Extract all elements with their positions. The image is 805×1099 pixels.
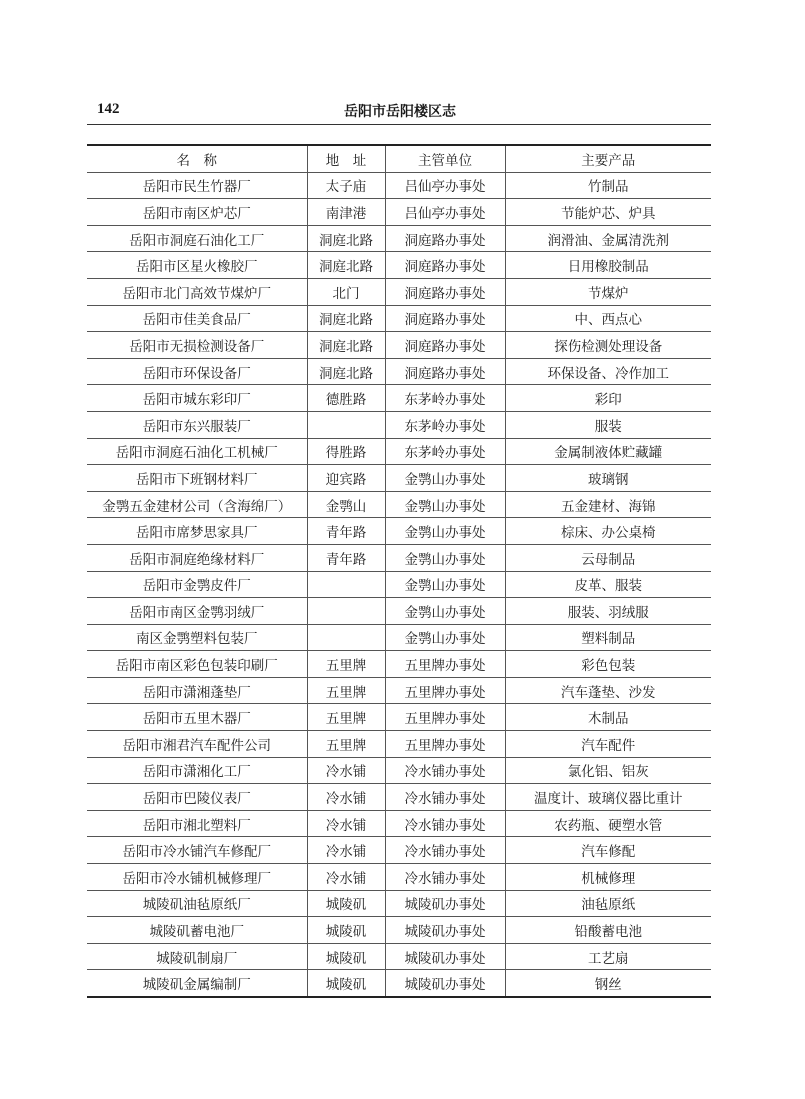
cell-name: 岳阳市冷水铺汽车修配厂 [87,837,307,864]
table-row [87,278,711,305]
table-row [87,624,711,651]
cell-authority: 金鹗山办事处 [385,598,505,625]
cell-name: 城陵矶蓄电池厂 [87,917,307,944]
cell-address: 冷水铺 [307,810,385,837]
page-number: 142 [97,101,120,117]
cell-address: 洞庭北路 [307,332,385,359]
cell-authority: 城陵矶办事处 [385,917,505,944]
cell-authority: 五里牌办事处 [385,704,505,731]
cell-address [307,624,385,651]
cell-name: 城陵矶金属编制厂 [87,970,307,997]
cell-name: 岳阳市下班钢材料厂 [87,465,307,492]
table-row [87,598,711,625]
cell-address: 五里牌 [307,731,385,758]
cell-address: 洞庭北路 [307,358,385,385]
cell-products: 机械修理 [505,864,711,891]
cell-products: 服装 [505,411,711,438]
cell-name: 岳阳市金鹗皮件厂 [87,571,307,598]
table-row [87,252,711,279]
table-row [87,225,711,252]
cell-name: 岳阳市城东彩印厂 [87,385,307,412]
table-row [87,199,711,226]
table-row [87,491,711,518]
cell-authority: 洞庭路办事处 [385,332,505,359]
cell-products: 钢丝 [505,970,711,997]
cell-authority: 城陵矶办事处 [385,970,505,997]
cell-name: 岳阳市佳美食品厂 [87,305,307,332]
cell-address: 金鹗山 [307,491,385,518]
cell-products: 金属制液体贮藏罐 [505,438,711,465]
table-row [87,332,711,359]
cell-name: 岳阳市席梦思家具厂 [87,518,307,545]
enterprise-table [87,144,711,998]
table-row [87,784,711,811]
table-row [87,571,711,598]
cell-products: 塑料制品 [505,624,711,651]
cell-products: 五金建材、海锦 [505,491,711,518]
cell-name: 岳阳市湘北塑料厂 [87,810,307,837]
cell-authority: 城陵矶办事处 [385,943,505,970]
cell-address: 城陵矶 [307,890,385,917]
cell-authority: 冷水铺办事处 [385,864,505,891]
cell-products: 皮革、服装 [505,571,711,598]
cell-products: 云母制品 [505,544,711,571]
table-row [87,385,711,412]
cell-name: 岳阳市潇湘化工厂 [87,757,307,784]
cell-authority: 金鹗山办事处 [385,571,505,598]
column-header-products: 主要产品 [505,145,711,172]
cell-address: 冷水铺 [307,864,385,891]
cell-products: 汽车蓬垫、沙发 [505,677,711,704]
cell-products: 铅酸蓄电池 [505,917,711,944]
cell-products: 彩印 [505,385,711,412]
cell-name: 岳阳市区星火橡胶厂 [87,252,307,279]
cell-authority: 洞庭路办事处 [385,305,505,332]
table-row [87,810,711,837]
table-row [87,651,711,678]
cell-address: 冷水铺 [307,757,385,784]
cell-authority: 金鹗山办事处 [385,491,505,518]
cell-products: 玻璃钢 [505,465,711,492]
table-row [87,864,711,891]
cell-products: 探伤检测处理设备 [505,332,711,359]
column-header-name: 名 称 [176,152,217,169]
cell-address: 城陵矶 [307,917,385,944]
table-row [87,970,711,997]
table-row [87,438,711,465]
cell-name: 岳阳市五里木器厂 [87,704,307,731]
cell-authority: 洞庭路办事处 [385,225,505,252]
cell-authority: 城陵矶办事处 [385,890,505,917]
table-row [87,305,711,332]
cell-address: 洞庭北路 [307,225,385,252]
cell-name: 岳阳市洞庭石油化工机械厂 [87,438,307,465]
cell-products: 棕床、办公桌椅 [505,518,711,545]
cell-authority: 金鹗山办事处 [385,544,505,571]
cell-name: 岳阳市潇湘蓬垫厂 [87,677,307,704]
cell-authority: 吕仙亭办事处 [385,172,505,199]
cell-authority: 洞庭路办事处 [385,278,505,305]
cell-products: 氯化铝、铝灰 [505,757,711,784]
cell-address [307,411,385,438]
cell-authority: 冷水铺办事处 [385,757,505,784]
table-row [87,757,711,784]
cell-authority: 五里牌办事处 [385,651,505,678]
cell-name: 岳阳市环保设备厂 [87,358,307,385]
cell-authority: 金鹗山办事处 [385,465,505,492]
cell-products: 环保设备、冷作加工 [505,358,711,385]
cell-name: 岳阳市南区彩色包装印刷厂 [87,651,307,678]
table-row [87,465,711,492]
cell-name: 岳阳市洞庭绝缘材料厂 [87,544,307,571]
running-title: 岳阳市岳阳楼区志 [344,104,456,120]
cell-name: 城陵矶油毡原纸厂 [87,890,307,917]
cell-products: 润滑油、金属清洗剂 [505,225,711,252]
cell-name: 南区金鹗塑料包装厂 [87,624,307,651]
cell-products: 温度计、玻璃仪器比重计 [505,784,711,811]
table-row [87,704,711,731]
cell-address: 北门 [307,278,385,305]
cell-name: 岳阳市东兴服装厂 [87,411,307,438]
cell-address [307,598,385,625]
cell-address: 南津港 [307,199,385,226]
cell-authority: 东茅岭办事处 [385,385,505,412]
cell-name: 岳阳市南区金鹗羽绒厂 [87,598,307,625]
cell-authority: 金鹗山办事处 [385,518,505,545]
column-header-address: 地 址 [307,145,385,172]
header-row [87,145,711,172]
cell-name: 岳阳市湘君汽车配件公司 [87,731,307,758]
table-row [87,943,711,970]
cell-name: 金鹗五金建材公司（含海绵厂） [87,491,307,518]
cell-address: 五里牌 [307,651,385,678]
table-row [87,837,711,864]
cell-authority: 五里牌办事处 [385,677,505,704]
table-body [87,172,711,997]
cell-name: 岳阳市南区炉芯厂 [87,199,307,226]
column-header-authority: 主管单位 [385,145,505,172]
cell-address: 五里牌 [307,677,385,704]
cell-products: 节能炉芯、炉具 [505,199,711,226]
cell-authority: 洞庭路办事处 [385,358,505,385]
cell-name: 岳阳市民生竹器厂 [87,172,307,199]
cell-address: 洞庭北路 [307,305,385,332]
cell-authority: 五里牌办事处 [385,731,505,758]
table-row [87,890,711,917]
table-row [87,172,711,199]
cell-address: 城陵矶 [307,943,385,970]
cell-address: 得胜路 [307,438,385,465]
cell-name: 岳阳市巴陵仪表厂 [87,784,307,811]
cell-authority: 冷水铺办事处 [385,837,505,864]
cell-products: 汽车配件 [505,731,711,758]
cell-products: 彩色包装 [505,651,711,678]
table-row [87,544,711,571]
cell-products: 中、西点心 [505,305,711,332]
cell-products: 竹制品 [505,172,711,199]
cell-address: 冷水铺 [307,784,385,811]
table-row [87,677,711,704]
cell-address: 冷水铺 [307,837,385,864]
cell-name: 岳阳市冷水铺机械修理厂 [87,864,307,891]
cell-products: 木制品 [505,704,711,731]
cell-address: 太子庙 [307,172,385,199]
table-row [87,731,711,758]
cell-authority: 冷水铺办事处 [385,784,505,811]
cell-products: 工艺扇 [505,943,711,970]
cell-address [307,571,385,598]
cell-address: 城陵矶 [307,970,385,997]
cell-products: 节煤炉 [505,278,711,305]
table-row [87,518,711,545]
cell-authority: 金鹗山办事处 [385,624,505,651]
cell-products: 油毡原纸 [505,890,711,917]
cell-products: 日用橡胶制品 [505,252,711,279]
cell-authority: 吕仙亭办事处 [385,199,505,226]
cell-name: 岳阳市洞庭石油化工厂 [87,225,307,252]
table-row [87,358,711,385]
cell-address: 五里牌 [307,704,385,731]
cell-authority: 东茅岭办事处 [385,438,505,465]
cell-address: 洞庭北路 [307,252,385,279]
cell-products: 汽车修配 [505,837,711,864]
cell-address: 青年路 [307,544,385,571]
cell-products: 服装、羽绒服 [505,598,711,625]
cell-name: 城陵矶制扇厂 [87,943,307,970]
cell-authority: 冷水铺办事处 [385,810,505,837]
header-rule [87,124,711,125]
cell-authority: 洞庭路办事处 [385,252,505,279]
table-row [87,411,711,438]
cell-address: 青年路 [307,518,385,545]
table-row [87,917,711,944]
cell-name: 岳阳市无损检测设备厂 [87,332,307,359]
cell-address: 迎宾路 [307,465,385,492]
cell-products: 农药瓶、硬塑水管 [505,810,711,837]
cell-address: 德胜路 [307,385,385,412]
cell-name: 岳阳市北门高效节煤炉厂 [87,278,307,305]
cell-authority: 东茅岭办事处 [385,411,505,438]
